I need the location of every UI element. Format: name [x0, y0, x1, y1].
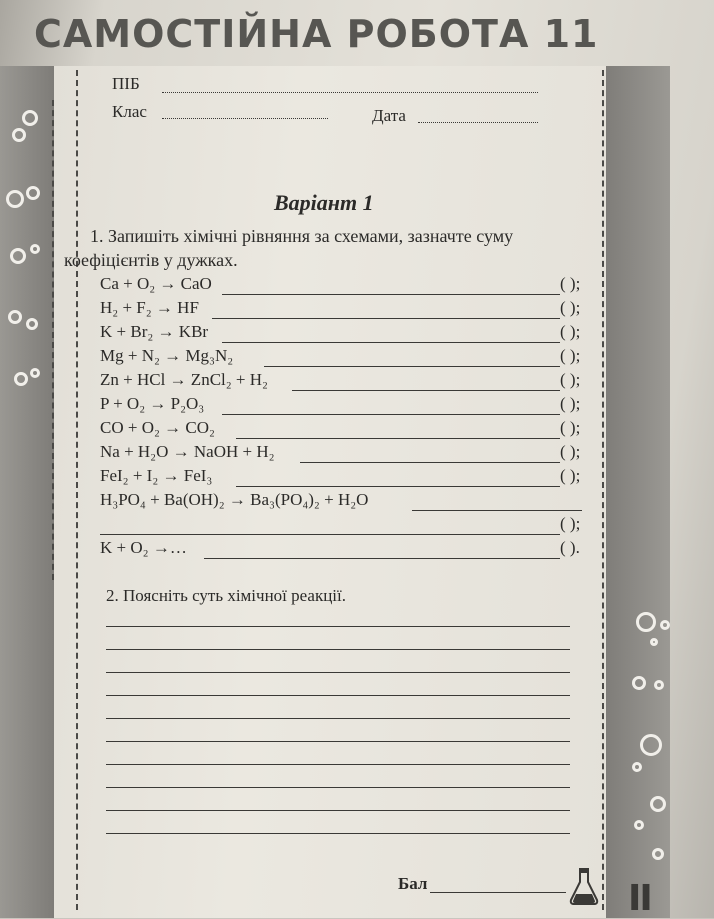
equation-11: K + O₂ →… — [100, 538, 187, 557]
coefficient-sum-8[interactable]: ( ); — [560, 442, 581, 461]
equation-8: Na + H₂O → NaOH + H₂ — [100, 442, 275, 461]
coefficient-sum-11[interactable]: ( ). — [560, 538, 580, 557]
variant-title: Варіант 1 — [274, 190, 374, 215]
coefficient-sum-7[interactable]: ( ); — [560, 418, 581, 437]
score-field[interactable] — [430, 892, 566, 893]
coefficient-sum-3[interactable]: ( ); — [560, 322, 581, 341]
answer-line-10b[interactable] — [100, 534, 560, 535]
page-title: САМОСТІЙНА РОБОТА 11 — [34, 12, 599, 56]
coefficient-sum-1[interactable]: ( ); — [560, 274, 581, 293]
name-field[interactable] — [162, 92, 538, 93]
equation-3: K + Br₂ → KBr — [100, 322, 209, 341]
coefficient-sum-2[interactable]: ( ); — [560, 298, 581, 317]
task1-text-line1: 1. Запишіть хімічні рівняння за схемами, зазначте суму — [90, 226, 514, 246]
date-label: Дата — [372, 106, 406, 125]
equation-7: CO + O₂ → CO₂ — [100, 418, 215, 437]
task2-text: 2. Поясніть суть хімічної реакції. — [106, 586, 347, 605]
corner-mark: II — [628, 878, 651, 919]
equation-5: Zn + HCl → ZnCl₂ + H₂ — [100, 370, 268, 389]
answer-line-3[interactable] — [222, 342, 560, 343]
task1-text-line2: коефіцієнтів у дужках. — [64, 250, 238, 270]
answer-line-2[interactable] — [212, 318, 560, 319]
class-field[interactable] — [162, 118, 328, 119]
answer-line-6[interactable] — [222, 414, 560, 415]
right-dashed-line — [602, 70, 604, 910]
answer-line-4[interactable] — [264, 366, 560, 367]
answer-line-7[interactable] — [236, 438, 560, 439]
answer-line-1[interactable] — [222, 294, 560, 295]
equation-1: Ca + O₂ → CaO — [100, 274, 212, 293]
coefficient-sum-5[interactable]: ( ); — [560, 370, 581, 389]
equation-10: H₃PO₄ + Ba(OH)₂ → Ba₃(PO₄)₂ + H₂O — [100, 490, 369, 509]
answer-line-8[interactable] — [300, 462, 560, 463]
equation-6: P + O₂ → P₂O₃ — [100, 394, 205, 413]
flask-icon — [568, 866, 600, 906]
date-field[interactable] — [418, 122, 538, 123]
equation-4: Mg + N₂ → Mg₃N₂ — [100, 346, 234, 365]
answer-line-5[interactable] — [292, 390, 560, 391]
left-dashed-line — [76, 70, 78, 910]
right-decorative-strip — [606, 66, 670, 918]
coefficient-sum-6[interactable]: ( ); — [560, 394, 581, 413]
equation-2: H₂ + F₂ → HF — [100, 298, 199, 317]
answer-line-11[interactable] — [204, 558, 560, 559]
equation-9: FeI₂ + I₂ → FeI₃ — [100, 466, 213, 485]
coefficient-sum-10[interactable]: ( ); — [560, 514, 581, 533]
coefficient-sum-9[interactable]: ( ); — [560, 466, 581, 485]
answer-line-10a[interactable] — [412, 510, 582, 511]
coefficient-sum-4[interactable]: ( ); — [560, 346, 581, 365]
answer-line-9[interactable] — [236, 486, 560, 487]
score-label: Бал — [398, 874, 428, 893]
left-strip-dashed-line — [52, 100, 54, 580]
class-label: Клас — [112, 102, 147, 121]
name-label: ПІБ — [112, 74, 140, 93]
